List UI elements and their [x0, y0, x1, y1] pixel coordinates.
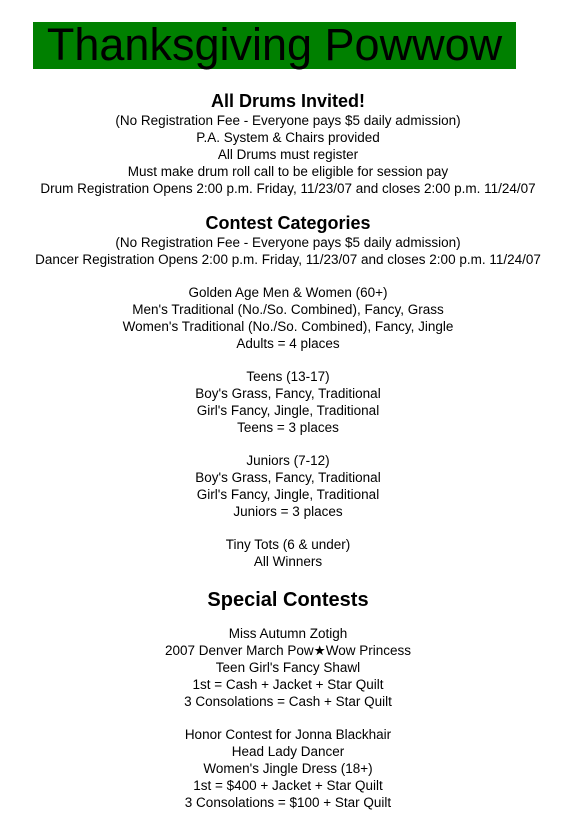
category-line: Adults = 4 places	[236, 336, 340, 351]
contest-heading: Contest Categories	[205, 213, 371, 233]
special-heading: Special Contests	[207, 589, 369, 611]
category-line: Girl's Fancy, Jingle, Traditional	[196, 487, 380, 502]
category-group-juniors	[0, 452, 576, 520]
drums-line: Must make drum roll call to be eligible for session pay	[127, 164, 449, 179]
special-section	[0, 588, 576, 811]
category-line: Tiny Tots (6 & under)	[225, 537, 351, 552]
special-line: 1st = Cash + Jacket + Star Quilt	[192, 677, 384, 692]
drums-heading: All Drums Invited!	[210, 91, 366, 111]
drums-section	[0, 90, 576, 197]
special-line: Miss Autumn Zotigh	[228, 626, 348, 641]
special-line: 1st = $400 + Jacket + Star Quilt	[193, 778, 383, 793]
category-line: Teens = 3 places	[237, 420, 339, 435]
drums-line: All Drums must register	[217, 147, 359, 162]
contest-section	[0, 212, 576, 570]
contest-line: (No Registration Fee - Everyone pays $5 daily admission)	[115, 235, 461, 250]
special-line: 2007 Denver March Pow★Wow Princess	[165, 643, 411, 658]
special-line: Honor Contest for Jonna Blackhair	[184, 727, 392, 742]
special-line: Women's Jingle Dress (18+)	[203, 761, 373, 776]
category-line: Juniors = 3 places	[233, 504, 343, 519]
category-group-golden-age	[0, 284, 576, 352]
special-line: Teen Girl's Fancy Shawl	[215, 660, 361, 675]
special-group-jonna-blackhair	[0, 726, 576, 811]
category-line: Golden Age Men & Women (60+)	[188, 285, 388, 300]
special-group-autumn-zotigh	[0, 625, 576, 710]
special-line: 3 Consolations = $100 + Star Quilt	[184, 795, 392, 810]
category-line: Girl's Fancy, Jingle, Traditional	[196, 403, 380, 418]
special-line: 3 Consolations = Cash + Star Quilt	[184, 694, 392, 709]
category-line: Boy's Grass, Fancy, Traditional	[195, 386, 381, 401]
category-line: Juniors (7-12)	[246, 453, 330, 468]
category-line: All Winners	[253, 554, 323, 569]
category-group-tiny-tots	[0, 536, 576, 570]
drums-line: (No Registration Fee - Everyone pays $5 daily admission)	[115, 113, 461, 128]
special-line: Head Lady Dancer	[231, 744, 345, 759]
category-line: Women's Traditional (No./So. Combined), Fancy, Jingle	[122, 319, 454, 334]
drums-line: P.A. System & Chairs provided	[196, 130, 380, 145]
category-line: Men's Traditional (No./So. Combined), Fancy, Grass	[132, 302, 444, 317]
category-line: Teens (13-17)	[246, 369, 330, 384]
drums-line: Drum Registration Opens 2:00 p.m. Friday, 11/23/07 and closes 2:00 p.m. 11/24/07	[40, 181, 536, 196]
category-line: Boy's Grass, Fancy, Traditional	[195, 470, 381, 485]
title-banner	[33, 19, 516, 70]
category-group-teens	[0, 368, 576, 436]
contest-line: Dancer Registration Opens 2:00 p.m. Friday, 11/23/07 and closes 2:00 p.m. 11/24/07	[35, 252, 541, 267]
page-title: Thanksgiving Powwow	[46, 19, 503, 70]
